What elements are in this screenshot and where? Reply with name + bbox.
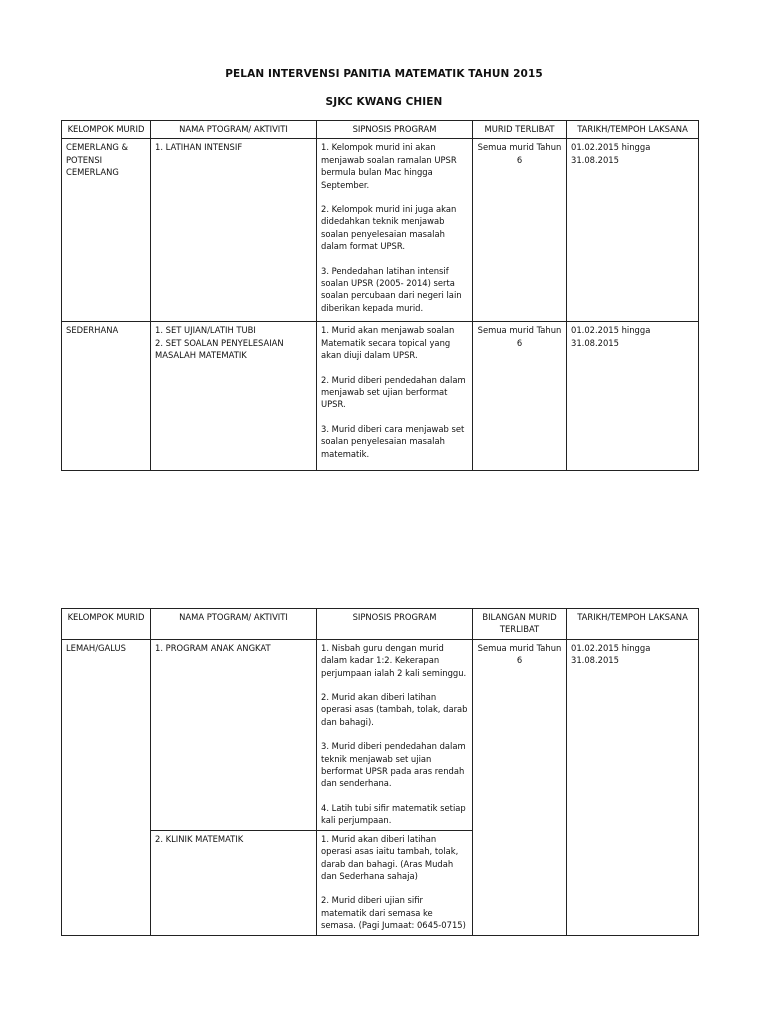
intervention-table-1 [61, 120, 699, 471]
synopsis-item: 1. Murid akan menjawab soalan Matematik secara topical yang akan diuji dalam UPSR. [321, 325, 455, 361]
header-kelompok: KELOMPOK MURID [62, 609, 151, 640]
header-kelompok: KELOMPOK MURID [62, 121, 151, 139]
date-cell: 01.02.2015 hingga 31.08.2015 [567, 322, 699, 471]
synopsis-item: 2. Kelompok murid ini juga akan didedahkan teknik menjawab soalan penyelesaian masalah dalam format UPSR. [321, 204, 457, 252]
synopsis-item: 3. Murid diberi pendedahan dalam teknik menjawab set ujian berformat UPSR pada aras rendah dan senderhana. [321, 741, 466, 789]
header-synopsis: SIPNOSIS PROGRAM [317, 609, 473, 640]
page-title: PELAN INTERVENSI PANITIA MATEMATIK TAHUN 2015 [225, 68, 543, 80]
synopsis-item: 3. Pendedahan latihan intensif soalan UPSR (2005- 2014) serta soalan percubaan dari negeri lain diberikan kepada murid. [321, 265, 462, 313]
header-date: TARIKH/TEMPOH LAKSANA [567, 609, 699, 640]
header-program: NAMA PTOGRAM/ AKTIVITI [151, 609, 317, 640]
synopsis-item: 1. Murid akan diberi latihan operasi asas iaitu tambah, tolak, darab dan bahagi. (Aras Mudah dan Sederhana sahaja) [321, 833, 459, 881]
program-cell [151, 139, 317, 322]
synopsis-item: 3. Murid diberi cara menjawab set soalan penyelesaian masalah matematik. [321, 423, 465, 459]
group-cell: SEDERHANA [62, 322, 151, 471]
synopsis-item: 2. Murid diberi pendedahan dalam menjawab set ujian berformat UPSR. [321, 374, 466, 410]
header-students: MURID TERLIBAT [473, 121, 567, 139]
table-row [62, 322, 699, 471]
synopsis-cell [317, 322, 473, 471]
synopsis-cell [317, 639, 473, 830]
table-header-row [62, 121, 699, 139]
intervention-table-2 [61, 608, 699, 936]
program-item: 1. LATIHAN INTENSIF [155, 142, 243, 153]
program-cell: 2. KLINIK MATEMATIK [151, 830, 317, 935]
header-students: BILANGAN MURID TERLIBAT [473, 609, 567, 640]
synopsis-item: 2. Murid akan diberi latihan operasi asas (tambah, tolak, darab dan bahagi). [321, 692, 468, 727]
header-synopsis: SIPNOSIS PROGRAM [317, 121, 473, 139]
date-cell: 01.02.2015 hingga 31.08.2015 [567, 639, 699, 935]
synopsis-item: 4. Latih tubi sifir matematik setiap kali perjumpaan. [321, 802, 466, 826]
program-cell [151, 322, 317, 471]
header-program: NAMA PTOGRAM/ AKTIVITI [151, 121, 317, 139]
table-header-row [62, 609, 699, 640]
header-date: TARIKH/TEMPOH LAKSANA [567, 121, 699, 139]
synopsis-item: 2. Murid diberi ujian sifir matematik dari semasa ke semasa. (Pagi Jumaat: 0645-0715) [321, 895, 466, 931]
table-row [62, 639, 699, 830]
group-cell: LEMAH/GALUS [62, 639, 151, 935]
school-name: SJKC KWANG CHIEN [325, 96, 443, 108]
table-row [62, 139, 699, 322]
program-cell: 1. PROGRAM ANAK ANGKAT [151, 639, 317, 830]
group-cell: CEMERLANG & POTENSI CEMERLANG [62, 139, 151, 322]
synopsis-item: 1. Nisbah guru dengan murid dalam kadar 1:2. Kekerapan perjumpaan ialah 2 kali seminggu. [321, 642, 467, 678]
program-item: 2. SET SOALAN PENYELESAIAN MASALAH MATEMATIK [155, 337, 284, 361]
program-item: 1. SET UJIAN/LATIH TUBI [155, 325, 256, 336]
synopsis-cell [317, 830, 473, 935]
students-cell: Semua murid Tahun 6 [473, 322, 567, 471]
students-cell: Semua murid Tahun 6 [473, 639, 567, 935]
date-cell: 01.02.2015 hingga 31.08.2015 [567, 139, 699, 322]
synopsis-cell [317, 139, 473, 322]
students-cell: Semua murid Tahun 6 [473, 139, 567, 322]
synopsis-item: 1. Kelompok murid ini akan menjawab soalan ramalan UPSR bermula bulan Mac hingga September. [321, 142, 457, 190]
